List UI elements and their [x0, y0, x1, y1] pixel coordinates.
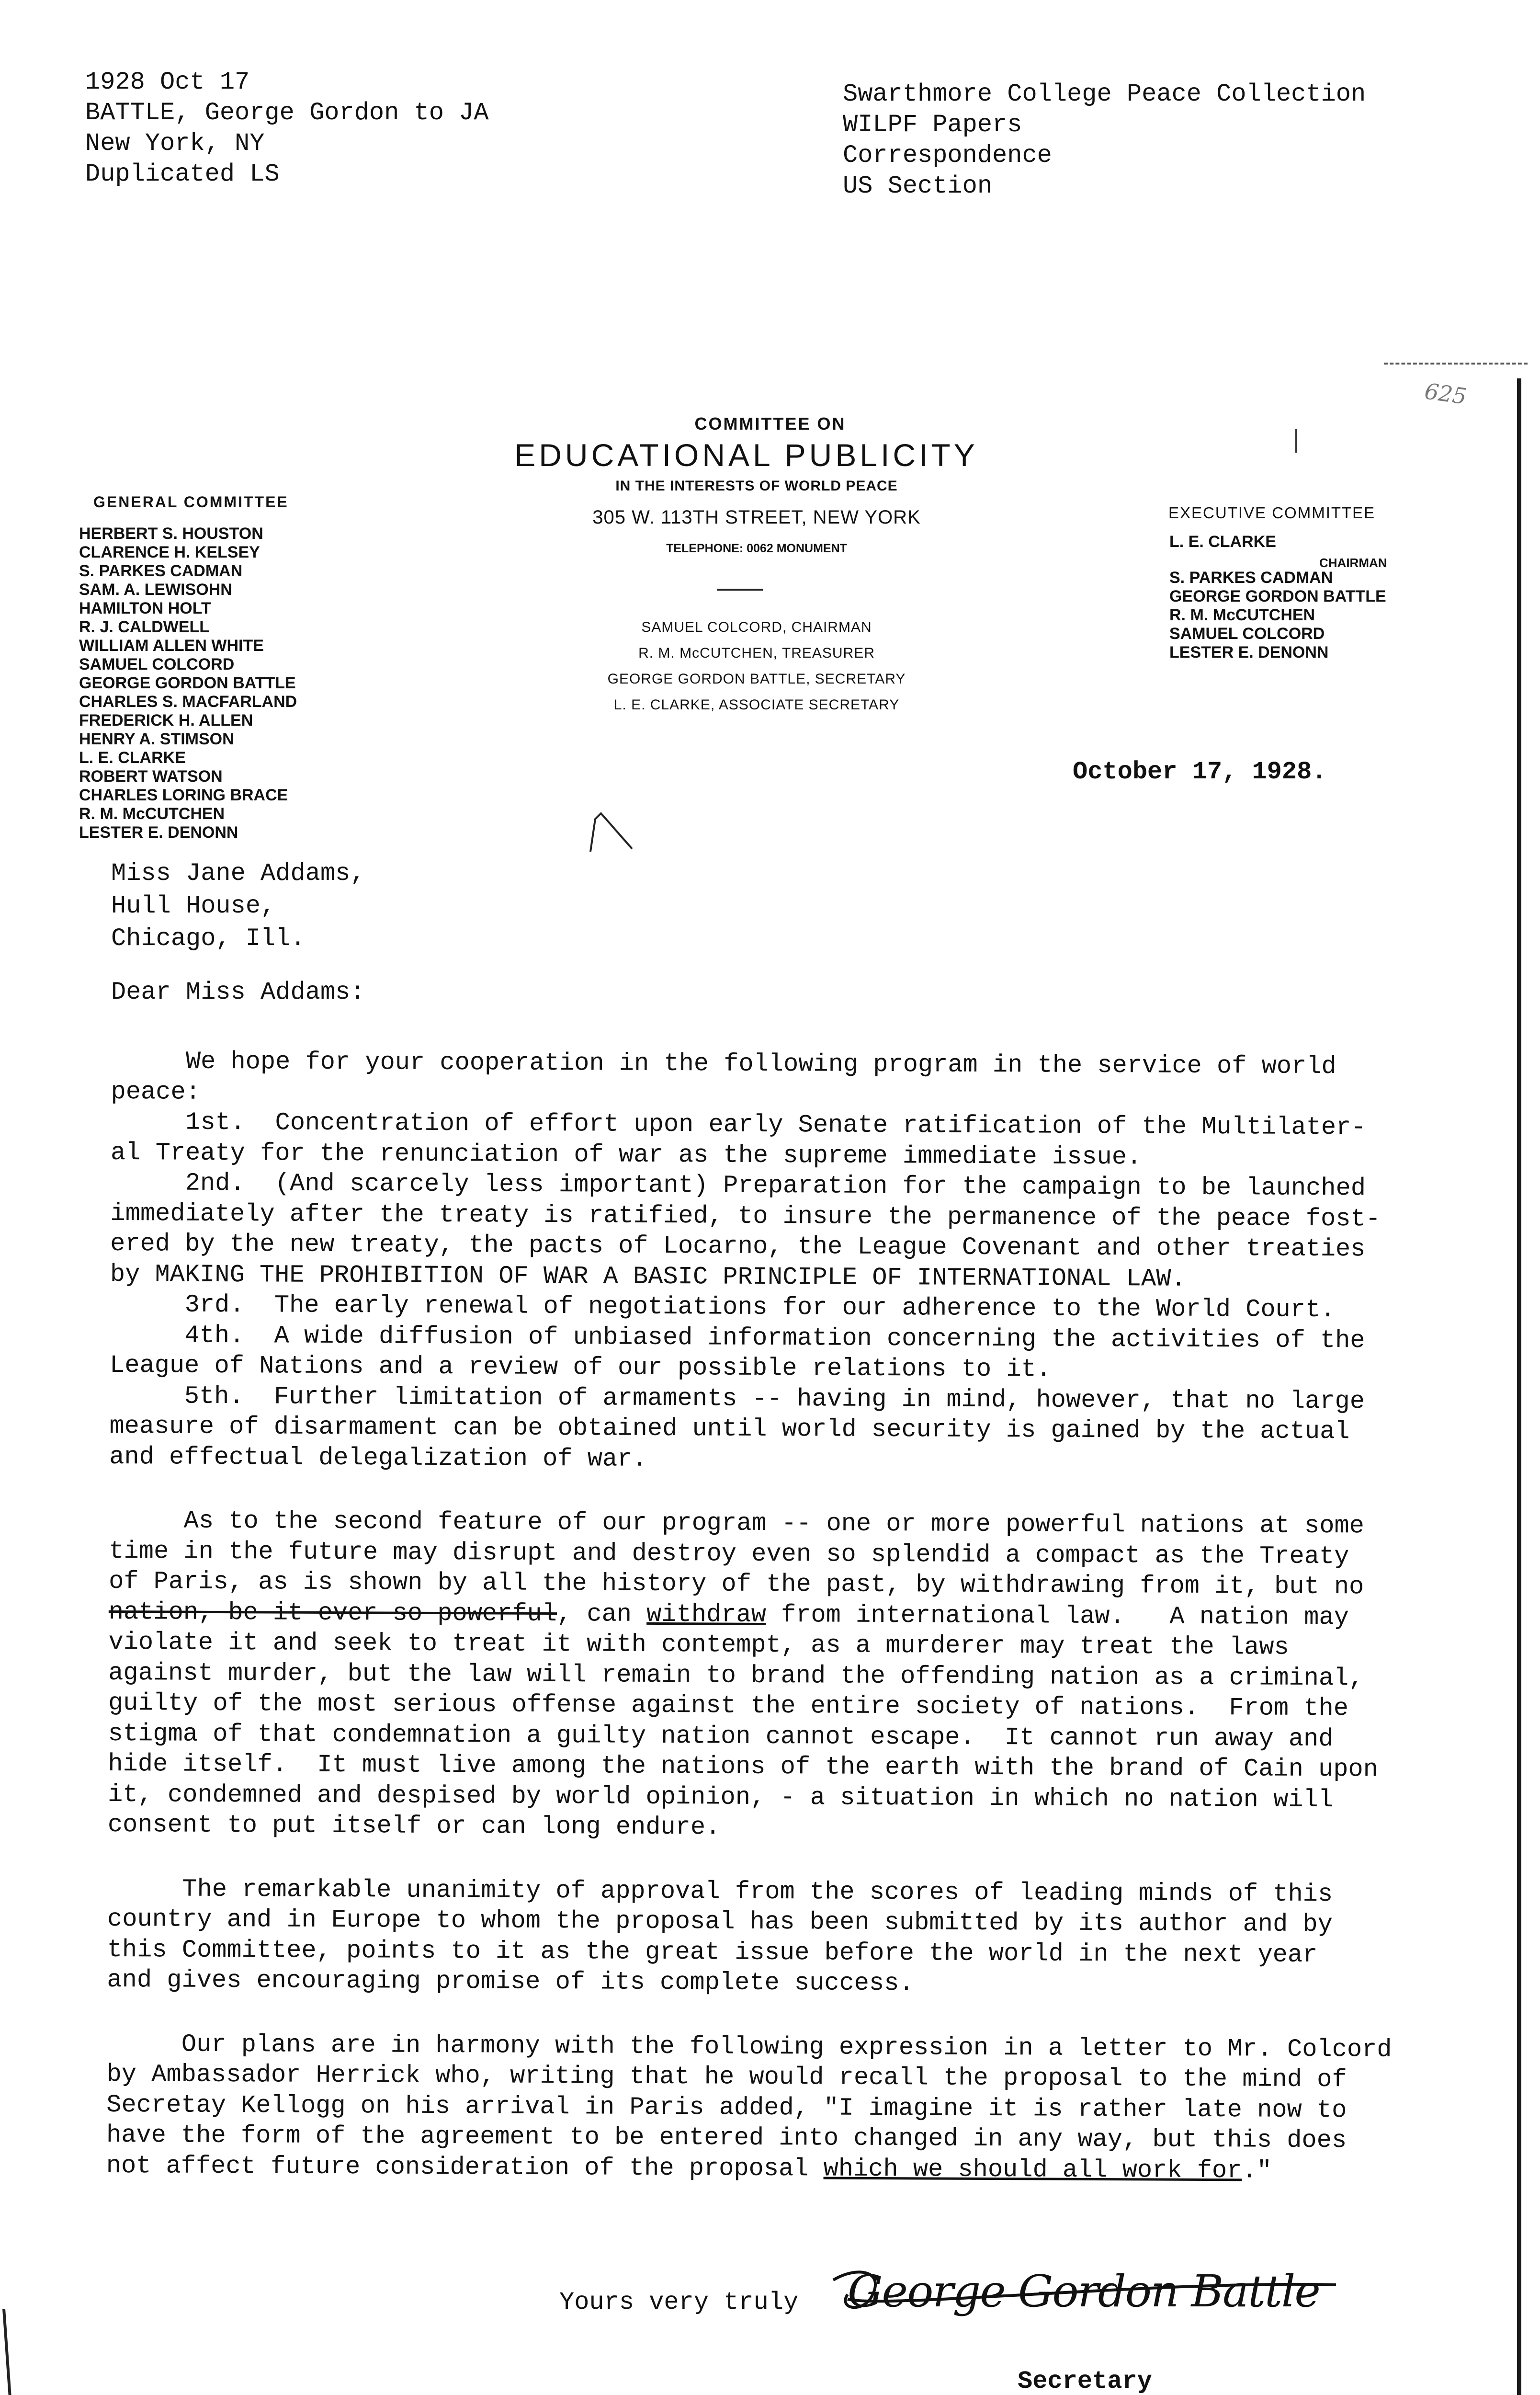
executive-chairman-label: CHAIRMAN: [1319, 556, 1387, 570]
body-line: and gives encouraging promise of its complete success.: [107, 1965, 914, 1998]
executive-committee-list: [1169, 569, 1386, 662]
paragraph-gap: [107, 1995, 1392, 2034]
body-line: have the form of the agreement to be entered into changed in any way, but this does: [106, 2121, 1347, 2155]
committee-member: LESTER E. DENONN: [79, 823, 238, 842]
body-line: measure of disarmament can be obtained until world security is gained by the actual: [109, 1412, 1350, 1446]
committee-member: LESTER E. DENONN: [1169, 643, 1329, 661]
body-line: [106, 2150, 1392, 2186]
body-line: by MAKING THE PROHIBITION OF WAR A BASIC PRINCIPLE OF INTERNATIONAL LAW.: [110, 1260, 1186, 1293]
body-line: al Treaty for the renunciation of war as the supreme immediate issue.: [110, 1138, 1142, 1171]
letterhead-committee-on: COMMITTEE ON: [694, 414, 846, 433]
body-line: country and in Europe to whom the proposal has been submitted by its author and by: [107, 1905, 1333, 1939]
underlined-quote: which we should all work for: [823, 2155, 1242, 2185]
committee-member: CHARLES LORING BRACE: [79, 786, 288, 804]
recipient-address: [111, 857, 365, 955]
body-line: of Paris, as is shown by all the history of the past, by withdrawing from it, but no: [108, 1567, 1364, 1601]
salutation: Dear Miss Addams:: [111, 978, 365, 1006]
committee-member: S. PARKES CADMAN: [79, 562, 243, 580]
body-line: immediately after the treaty is ratified, to insure the permanence of the peace fost-: [110, 1199, 1381, 1233]
committee-member: ROBERT WATSON: [79, 767, 223, 786]
pen-mark: [587, 810, 639, 855]
signature: [828, 2251, 1346, 2333]
body-line: time in the future may disrupt and destroy even so splendid a compact as the Treaty: [109, 1537, 1349, 1571]
committee-member: SAMUEL COLCORD: [79, 655, 235, 673]
archive-collection: [843, 79, 1366, 202]
collection-papers: WILPF Papers: [843, 111, 1022, 139]
closing: Yours very truly: [559, 2288, 799, 2316]
general-committee-heading: GENERAL COMMITTEE: [93, 493, 289, 511]
body-line: peace:: [111, 1077, 201, 1106]
body-line: violate it and seek to treat it with contempt, as a murderer may treat the laws: [108, 1628, 1289, 1662]
committee-member: R. M. McCUTCHEN: [1169, 606, 1315, 624]
committee-member: HERBERT S. HOUSTON: [79, 525, 263, 543]
page-edge-left: [2, 2309, 12, 2395]
letterhead-officers: [517, 615, 996, 718]
officer-chairman: SAMUEL COLCORD, CHAIRMAN: [641, 619, 872, 635]
underlined-word: withdraw: [646, 1600, 766, 1629]
body-line: We hope for your cooperation in the following program in the service of world: [111, 1047, 1336, 1081]
archive-citation: [85, 67, 489, 190]
paragraph-unanimity: [107, 1873, 1393, 2001]
collection-section: US Section: [843, 172, 993, 200]
letterhead-telephone: TELEPHONE: 0062 MONUMENT: [666, 542, 847, 555]
letterhead-title: EDUCATIONAL PUBLICITY: [514, 437, 978, 473]
body-line: hide itself. It must live among the nations of the earth with the brand of Cain upon: [108, 1749, 1379, 1784]
paragraph-gap: [109, 1472, 1394, 1511]
committee-member: WILLIAM ALLEN WHITE: [79, 637, 264, 655]
body-line: ered by the new treaty, the pacts of Locarno, the League Covenant and other treaties: [110, 1229, 1366, 1264]
archive-date: 1928 Oct 17: [85, 68, 250, 96]
committee-member: CLARENCE H. KELSEY: [79, 543, 260, 561]
archive-correspondents: BATTLE, George Gordon to JA: [85, 99, 489, 127]
collection-name: Swarthmore College Peace Collection: [843, 80, 1366, 108]
archive-doc-type: Duplicated LS: [85, 160, 280, 188]
letter-date: October 17, 1928.: [1073, 758, 1327, 786]
body-line: [109, 1597, 1394, 1632]
body-line: and effectual delegalization of war.: [109, 1442, 647, 1473]
body-line: The remarkable unanimity of approval from the scores of leading minds of this: [107, 1874, 1333, 1908]
officer-treasurer: R. M. McCUTCHEN, TREASURER: [638, 645, 875, 661]
letter-body: [106, 1046, 1396, 2187]
committee-member: GEORGE GORDON BATTLE: [79, 674, 296, 692]
committee-member: FREDERICK H. ALLEN: [79, 711, 253, 730]
committee-member: HENRY A. STIMSON: [79, 730, 234, 748]
body-line: guilty of the most serious offense against the entire society of nations. From the: [108, 1688, 1349, 1723]
committee-member: CHARLES S. MACFARLAND: [79, 693, 297, 711]
body-line: this Committee, points to it as the great issue before the world in the next year: [107, 1935, 1318, 1969]
committee-member: R. J. CALDWELL: [79, 618, 209, 636]
body-line: 3rd. The early renewal of negotiations for our adherence to the World Court.: [110, 1290, 1336, 1324]
paragraph-herrick: [106, 2029, 1392, 2186]
body-line: Secretay Kellogg on his arrival in Paris added, "I imagine it is rather late now to: [106, 2090, 1347, 2124]
page-edge-right: [1517, 378, 1521, 2395]
committee-member: SAMUEL COLCORD: [1169, 625, 1325, 643]
margin-tick: [1295, 429, 1297, 453]
committee-member: R. M. McCUTCHEN: [79, 805, 225, 823]
signature-text: George Gordon Battle: [848, 2266, 1320, 2317]
body-line: 4th. A wide diffusion of unbiased information concerning the activities of the: [110, 1321, 1365, 1355]
paragraph-gap: [107, 1840, 1393, 1879]
committee-member: HAMILTON HOLT: [79, 599, 211, 617]
body-line: consent to put itself or can long endure.: [107, 1810, 721, 1842]
body-fragment: from international law. A nation may: [766, 1600, 1349, 1631]
officer-associate-secretary: L. E. CLARKE, ASSOCIATE SECRETARY: [613, 697, 900, 713]
body-line: League of Nations and a review of our possible relations to it.: [109, 1351, 1052, 1384]
body-line: stigma of that condemnation a guilty nation cannot escape. It cannot run away and: [108, 1719, 1334, 1753]
committee-member: SAM. A. LEWISOHN: [79, 581, 232, 599]
body-line: Our plans are in harmony with the following expression in a letter to Mr. Colcord: [106, 2030, 1392, 2064]
recipient-city: Chicago, Ill.: [111, 924, 306, 953]
recipient-name: Miss Jane Addams,: [111, 859, 365, 888]
committee-member: GEORGE GORDON BATTLE: [1169, 587, 1386, 605]
body-line: As to the second feature of our program -- one or more powerful nations at some: [109, 1506, 1365, 1540]
page-edge-mark: [1384, 363, 1528, 366]
body-line: against murder, but the law will remain to brand the offending nation as a criminal,: [108, 1658, 1364, 1692]
struck-text: nation, be it ever so powerful: [108, 1597, 557, 1628]
executive-committee-heading: EXECUTIVE COMMITTEE: [1168, 504, 1376, 522]
page-number-mark: 625: [1423, 378, 1469, 410]
letterhead-divider: [717, 589, 763, 591]
body-line: by Ambassador Herrick who, writing that he would recall the proposal to the mind of: [106, 2060, 1347, 2094]
executive-chairman: L. E. CLARKE: [1169, 533, 1276, 551]
body-fragment: , can: [556, 1599, 647, 1629]
general-committee-list: [79, 525, 297, 842]
body-line: 1st. Concentration of effort upon early Senate ratification of the Multilater-: [111, 1107, 1366, 1142]
body-fragment: .": [1242, 2156, 1272, 2185]
letterhead-address: 305 W. 113TH STREET, NEW YORK: [592, 507, 921, 528]
committee-member: L. E. CLARKE: [79, 749, 186, 767]
body-line: 2nd. (And scarcely less important) Preparation for the campaign to be launched: [110, 1168, 1366, 1203]
paragraph-second-feature: [108, 1505, 1394, 1846]
body-line: it, condemned and despised by world opinion, - a situation in which no nation will: [108, 1780, 1334, 1814]
paragraph-program: [109, 1046, 1396, 1478]
recipient-street: Hull House,: [111, 892, 276, 920]
body-line: 5th. Further limitation of armaments -- having in mind, however, that no large: [109, 1381, 1365, 1415]
signer-title: Secretary: [1018, 2367, 1152, 2395]
officer-secretary: GEORGE GORDON BATTLE, SECRETARY: [607, 671, 906, 687]
body-fragment: not affect future consideration of the proposal: [106, 2151, 824, 2183]
archive-place: New York, NY: [85, 129, 265, 158]
committee-member: S. PARKES CADMAN: [1169, 569, 1333, 587]
collection-series: Correspondence: [843, 141, 1052, 170]
letterhead-subtitle: IN THE INTERESTS OF WORLD PEACE: [615, 478, 898, 494]
